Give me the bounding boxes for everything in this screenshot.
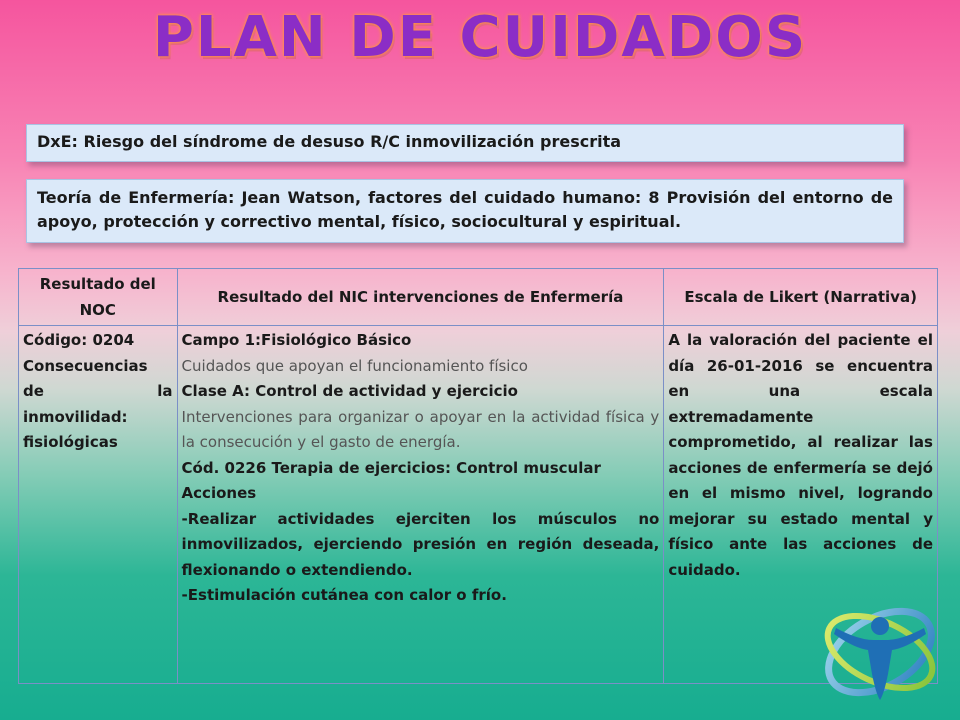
- nic-clase-desc: Intervenciones para organizar o apoyar en la actividad física y la consecución y el gasto de energía.: [181, 407, 660, 451]
- care-plan-table: [18, 268, 938, 684]
- noc-code: Código: 0204: [23, 331, 135, 349]
- nic-campo: Campo 1:Fisiológico Básico: [181, 331, 412, 349]
- theory-text: Teoría de Enfermería: Jean Watson, factores del cuidado humano: 8 Provisión del entorno de apoyo, protección y correctivo mental, físico, sociocultural y espiritual.: [37, 188, 893, 231]
- human-figure-ring-logo-icon: [818, 596, 942, 706]
- nic-clase: Clase A: Control de actividad y ejercicio: [181, 382, 518, 400]
- nic-campo-desc: Cuidados que apoyan el funcionamiento físico: [181, 356, 528, 375]
- table-row: [19, 326, 938, 684]
- page-title: PLAN DE CUIDADOS: [152, 5, 808, 70]
- nic-acciones: Acciones: [181, 484, 257, 502]
- noc-text: Consecuencias de la inmovilidad: fisiológicas: [23, 356, 173, 451]
- nic-accion-2: -Estimulación cutánea con calor o frío.: [181, 586, 507, 604]
- diagnosis-box: [26, 124, 904, 162]
- header-nic: Resultado del NIC intervenciones de Enfermería: [177, 269, 664, 326]
- header-likert: Escala de Likert (Narrativa): [664, 269, 938, 326]
- header-noc: Resultado del NOC: [19, 269, 178, 326]
- table-header-row: [19, 269, 938, 326]
- theory-box: [26, 179, 904, 243]
- nic-cell: [177, 326, 664, 684]
- likert-text: A la valoración del paciente el día 26-01-2016 se encuentra en una escala extremadamente comprometido, al realizar las acciones de enfermería se dejó en el mismo nivel, logrando mejorar su estado mental y físico ante las acciones de cuidado.: [668, 331, 933, 579]
- noc-cell: [19, 326, 178, 684]
- nic-accion-1: -Realizar actividades ejerciten los músculos no inmovilizados, ejerciendo presión en región deseada, flexionando o extendiendo.: [181, 509, 660, 579]
- diagnosis-text: DxE: Riesgo del síndrome de desuso R/C inmovilización prescrita: [37, 132, 622, 151]
- nic-cod: Cód. 0226 Terapia de ejercicios: Control muscular: [181, 458, 601, 477]
